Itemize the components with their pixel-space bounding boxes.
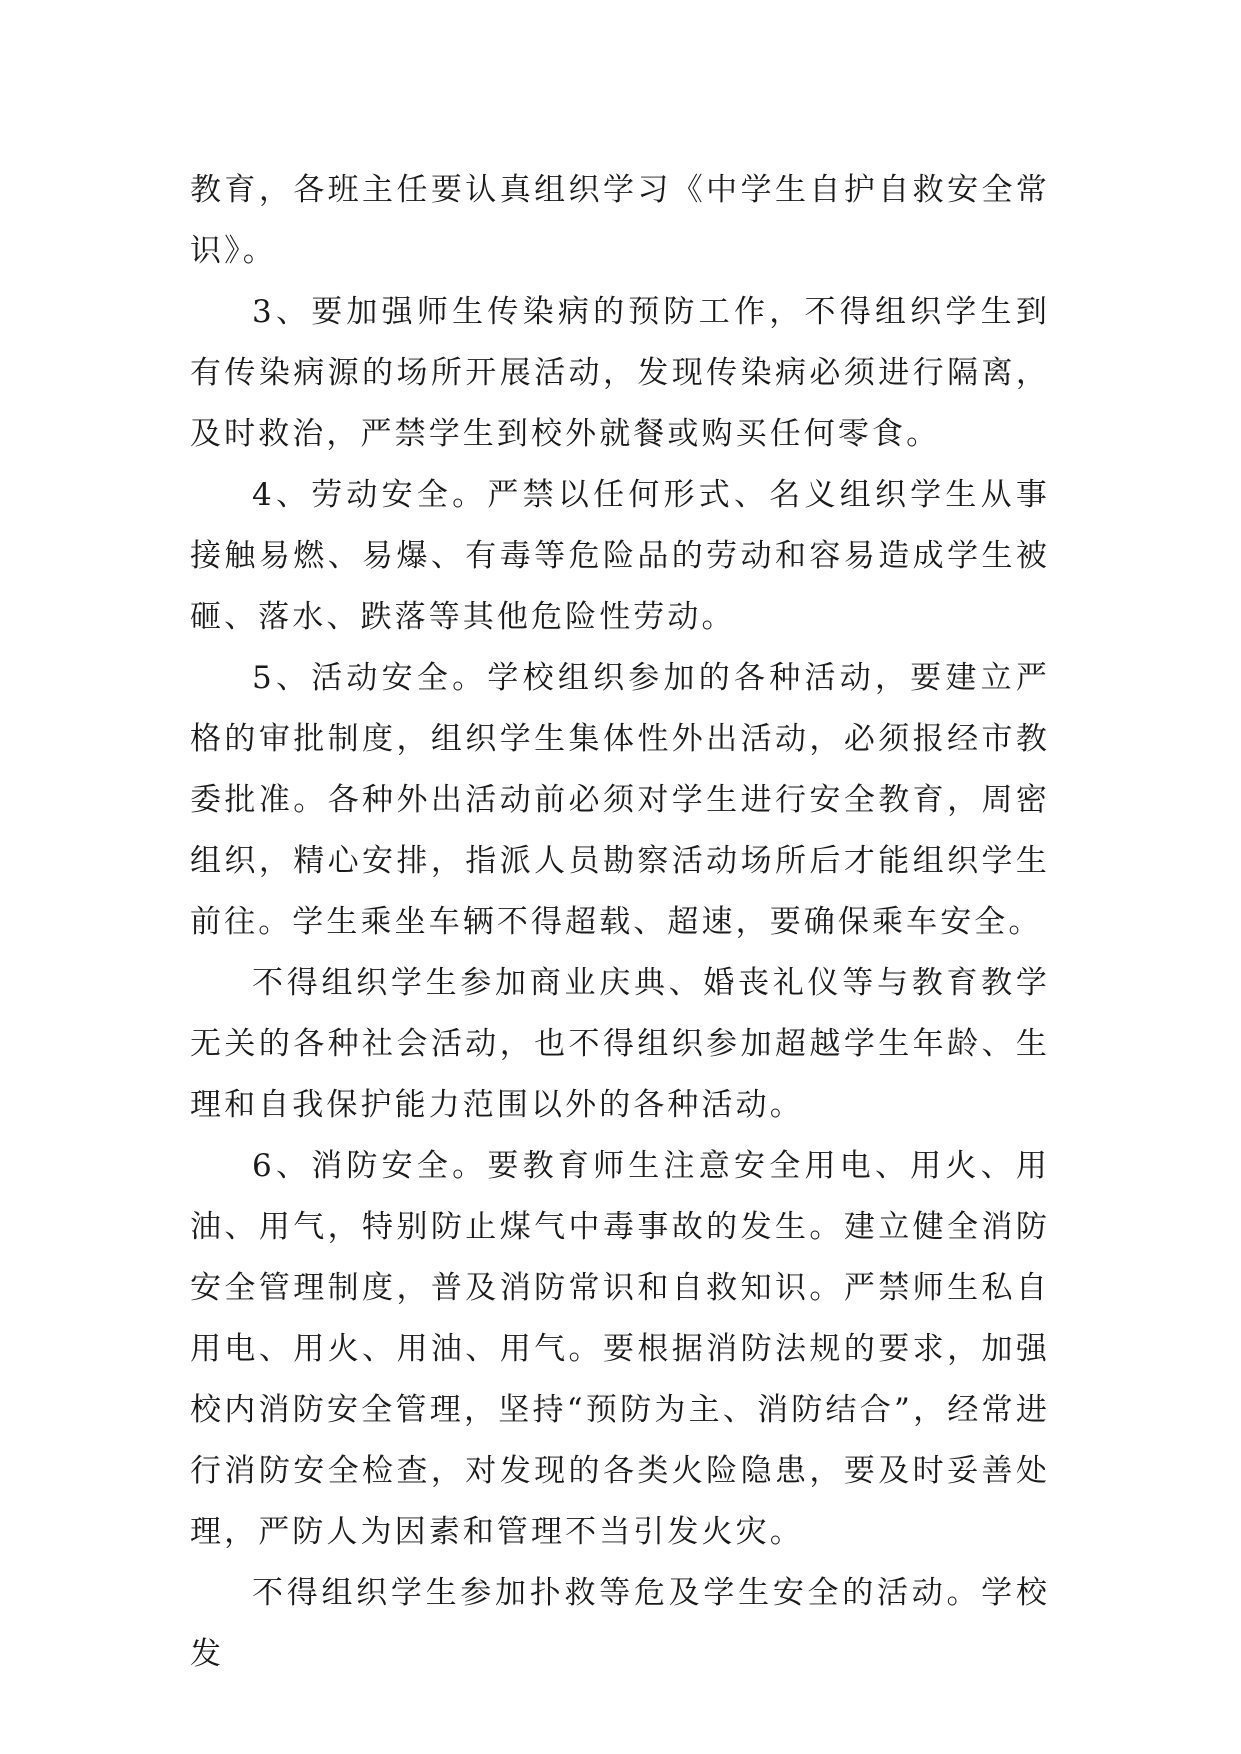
- paragraph-5-activity-safety: 5、活动安全。学校组织参加的各种活动，要建立严格的审批制度，组织学生集体性外出活动，必须报经市教委批准。各种外出活动前必须对学生进行安全教育，周密组织，精心安排，指派人员勘察活动场所后才能组织学生前往。学生乘坐车辆不得超载、超速，要确保乘车安全。: [190, 660, 1050, 940]
- paragraph-6b-rescue-prohibition: 不得组织学生参加扑救等危及学生安全的活动。学校发: [190, 1575, 1050, 1672]
- body-text: [190, 160, 1050, 1685]
- paragraph-3-disease-prevention: 3、要加强师生传染病的预防工作，不得组织学生到有传染病源的场所开展活动，发现传染病必须进行隔离，及时救治，严禁学生到校外就餐或购买任何零食。: [190, 294, 1050, 452]
- paragraph-6-fire-safety: 6、消防安全。要教育师生注意安全用电、用火、用油、用气，特别防止煤气中毒事故的发生。建立健全消防安全管理制度，普及消防常识和自救知识。严禁师生私自用电、用火、用油、用气。要根据消防法规的要求，加强校内消防安全管理，坚持“预防为主、消防结合”，经常进行消防安全检查，对发现的各类火险隐患，要及时妥善处理，严防人为因素和管理不当引发火灾。: [190, 1148, 1050, 1550]
- paragraph-5b-prohibited-activities: 不得组织学生参加商业庆典、婚丧礼仪等与教育教学无关的各种社会活动，也不得组织参加超越学生年龄、生理和自我保护能力范围以外的各种活动。: [190, 965, 1050, 1123]
- paragraph-continued-education: 教育，各班主任要认真组织学习《中学生自护自救安全常识》。: [190, 172, 1050, 269]
- paragraph-4-labor-safety: 4、劳动安全。严禁以任何形式、名义组织学生从事接触易燃、易爆、有毒等危险品的劳动和容易造成学生被砸、落水、跌落等其他危险性劳动。: [190, 477, 1050, 635]
